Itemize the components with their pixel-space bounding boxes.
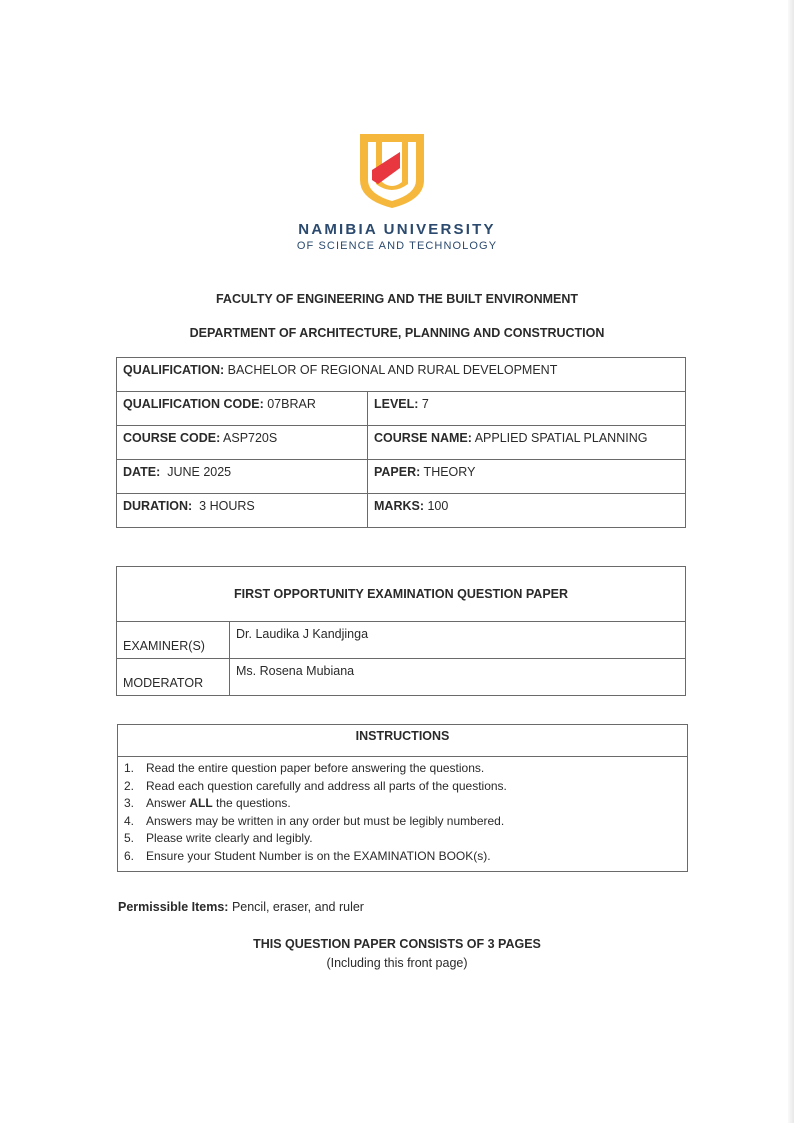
instruction-item: 1. Read the entire question paper before answering the questions. xyxy=(124,761,485,775)
university-subtitle: OF SCIENCE AND TECHNOLOGY xyxy=(296,240,498,252)
instructions-list xyxy=(118,757,687,871)
instructions-title: INSTRUCTIONS xyxy=(118,725,688,757)
instruction-item: 6. Ensure your Student Number is on the EXAMINATION BOOK(s). xyxy=(124,848,491,863)
moderator-value: Ms. Rosena Mubiana xyxy=(230,659,686,696)
paper-cell: PAPER: THEORY xyxy=(368,460,686,494)
course-code-cell: COURSE CODE: ASP720S xyxy=(117,426,368,460)
qualification-code-cell: QUALIFICATION CODE: 07BRAR xyxy=(117,392,368,426)
faculty-heading: FACULTY OF ENGINEERING AND THE BUILT ENVIRONMENT xyxy=(215,292,579,306)
instruction-item: 3. Answer ALL the questions. xyxy=(124,796,291,810)
marks-cell: MARKS: 100 xyxy=(368,494,686,528)
course-details-table xyxy=(116,357,686,528)
instruction-item: 4. Answers may be written in any order but must be legibly numbered. xyxy=(124,813,505,828)
moderator-label: MODERATOR xyxy=(117,659,230,696)
instruction-item: 5. Please write clearly and legibly. xyxy=(124,831,313,845)
date-cell: DATE: JUNE 2025 xyxy=(117,460,368,494)
course-name-cell: COURSE NAME: APPLIED SPATIAL PLANNING xyxy=(368,426,686,460)
instructions-table xyxy=(117,724,688,872)
page-count-subnote: (Including this front page) xyxy=(326,956,468,970)
page-edge-shadow xyxy=(788,0,794,1123)
instruction-item: 2. Read each question carefully and address all parts of the questions. xyxy=(124,778,507,793)
duration-cell: DURATION: 3 HOURS xyxy=(117,494,368,528)
level-cell: LEVEL: 7 xyxy=(368,392,686,426)
examination-info-table xyxy=(116,566,686,696)
university-shield-logo-icon xyxy=(356,130,428,210)
university-name: NAMIBIA UNIVERSITY xyxy=(298,221,496,238)
page-count-note: THIS QUESTION PAPER CONSISTS OF 3 PAGES xyxy=(253,937,541,951)
permissible-items: Permissible Items: Pencil, eraser, and ruler xyxy=(118,900,364,914)
examiner-label: EXAMINER(S) xyxy=(117,622,230,659)
examiner-value: Dr. Laudika J Kandjinga xyxy=(230,622,686,659)
exam-paper-title: FIRST OPPORTUNITY EXAMINATION QUESTION PAPER xyxy=(117,567,686,622)
instructions-body xyxy=(118,757,688,872)
qualification-cell: QUALIFICATION: BACHELOR OF REGIONAL AND RURAL DEVELOPMENT xyxy=(117,358,686,392)
department-heading: DEPARTMENT OF ARCHITECTURE, PLANNING AND CONSTRUCTION xyxy=(189,326,605,340)
